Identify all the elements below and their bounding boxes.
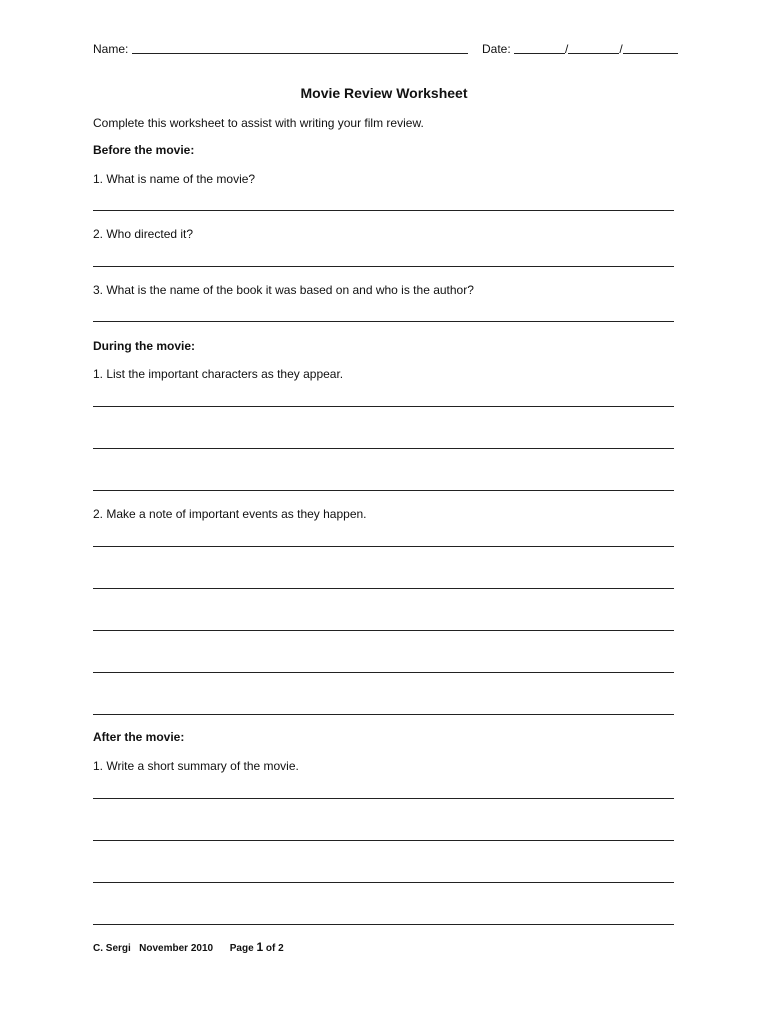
answer-line[interactable]	[93, 588, 674, 589]
answer-line[interactable]	[93, 448, 674, 449]
footer-page-of: of 2	[265, 943, 284, 954]
name-label: Name:	[93, 42, 129, 56]
date-day-blank[interactable]	[568, 52, 619, 54]
name-blank[interactable]	[132, 52, 468, 54]
date-label: Date:	[482, 42, 511, 56]
answer-line[interactable]	[93, 672, 674, 673]
name-line	[93, 42, 468, 56]
question-movie-name: 1. What is name of the movie?	[93, 172, 256, 186]
question-events: 2. Make a note of important events as they happen.	[93, 507, 367, 521]
date-month-blank[interactable]	[514, 52, 565, 54]
answer-line[interactable]	[93, 210, 674, 211]
before-movie-heading: Before the movie:	[93, 143, 195, 157]
after-movie-heading: After the movie:	[93, 730, 185, 744]
footer-page-label: Page	[229, 943, 254, 954]
answer-line[interactable]	[93, 546, 674, 547]
answer-line[interactable]	[93, 266, 674, 267]
answer-line[interactable]	[93, 406, 674, 407]
intro-text: Complete this worksheet to assist with writing your film review.	[93, 116, 424, 130]
date-year-blank[interactable]	[623, 52, 678, 54]
during-movie-heading: During the movie:	[93, 339, 196, 353]
date-separator-2: /	[619, 42, 623, 56]
answer-line[interactable]	[93, 630, 674, 631]
answer-line[interactable]	[93, 714, 674, 715]
answer-line[interactable]	[93, 882, 674, 883]
question-director: 2. Who directed it?	[93, 227, 194, 241]
footer-date: November 2010	[139, 943, 214, 954]
answer-line[interactable]	[93, 798, 674, 799]
footer-page-number: 1	[256, 940, 264, 954]
page-title: Movie Review Worksheet	[300, 85, 468, 101]
question-book-author: 3. What is the name of the book it was based on and who is the author?	[93, 283, 474, 297]
page-footer	[93, 940, 284, 954]
date-separator-1: /	[565, 42, 569, 56]
footer-author: C. Sergi	[93, 943, 131, 954]
answer-line[interactable]	[93, 490, 674, 491]
question-characters: 1. List the important characters as they appear.	[93, 367, 344, 381]
question-summary: 1. Write a short summary of the movie.	[93, 759, 299, 773]
answer-line[interactable]	[93, 840, 674, 841]
answer-line[interactable]	[93, 321, 674, 322]
date-line	[482, 42, 678, 56]
answer-line[interactable]	[93, 924, 674, 925]
